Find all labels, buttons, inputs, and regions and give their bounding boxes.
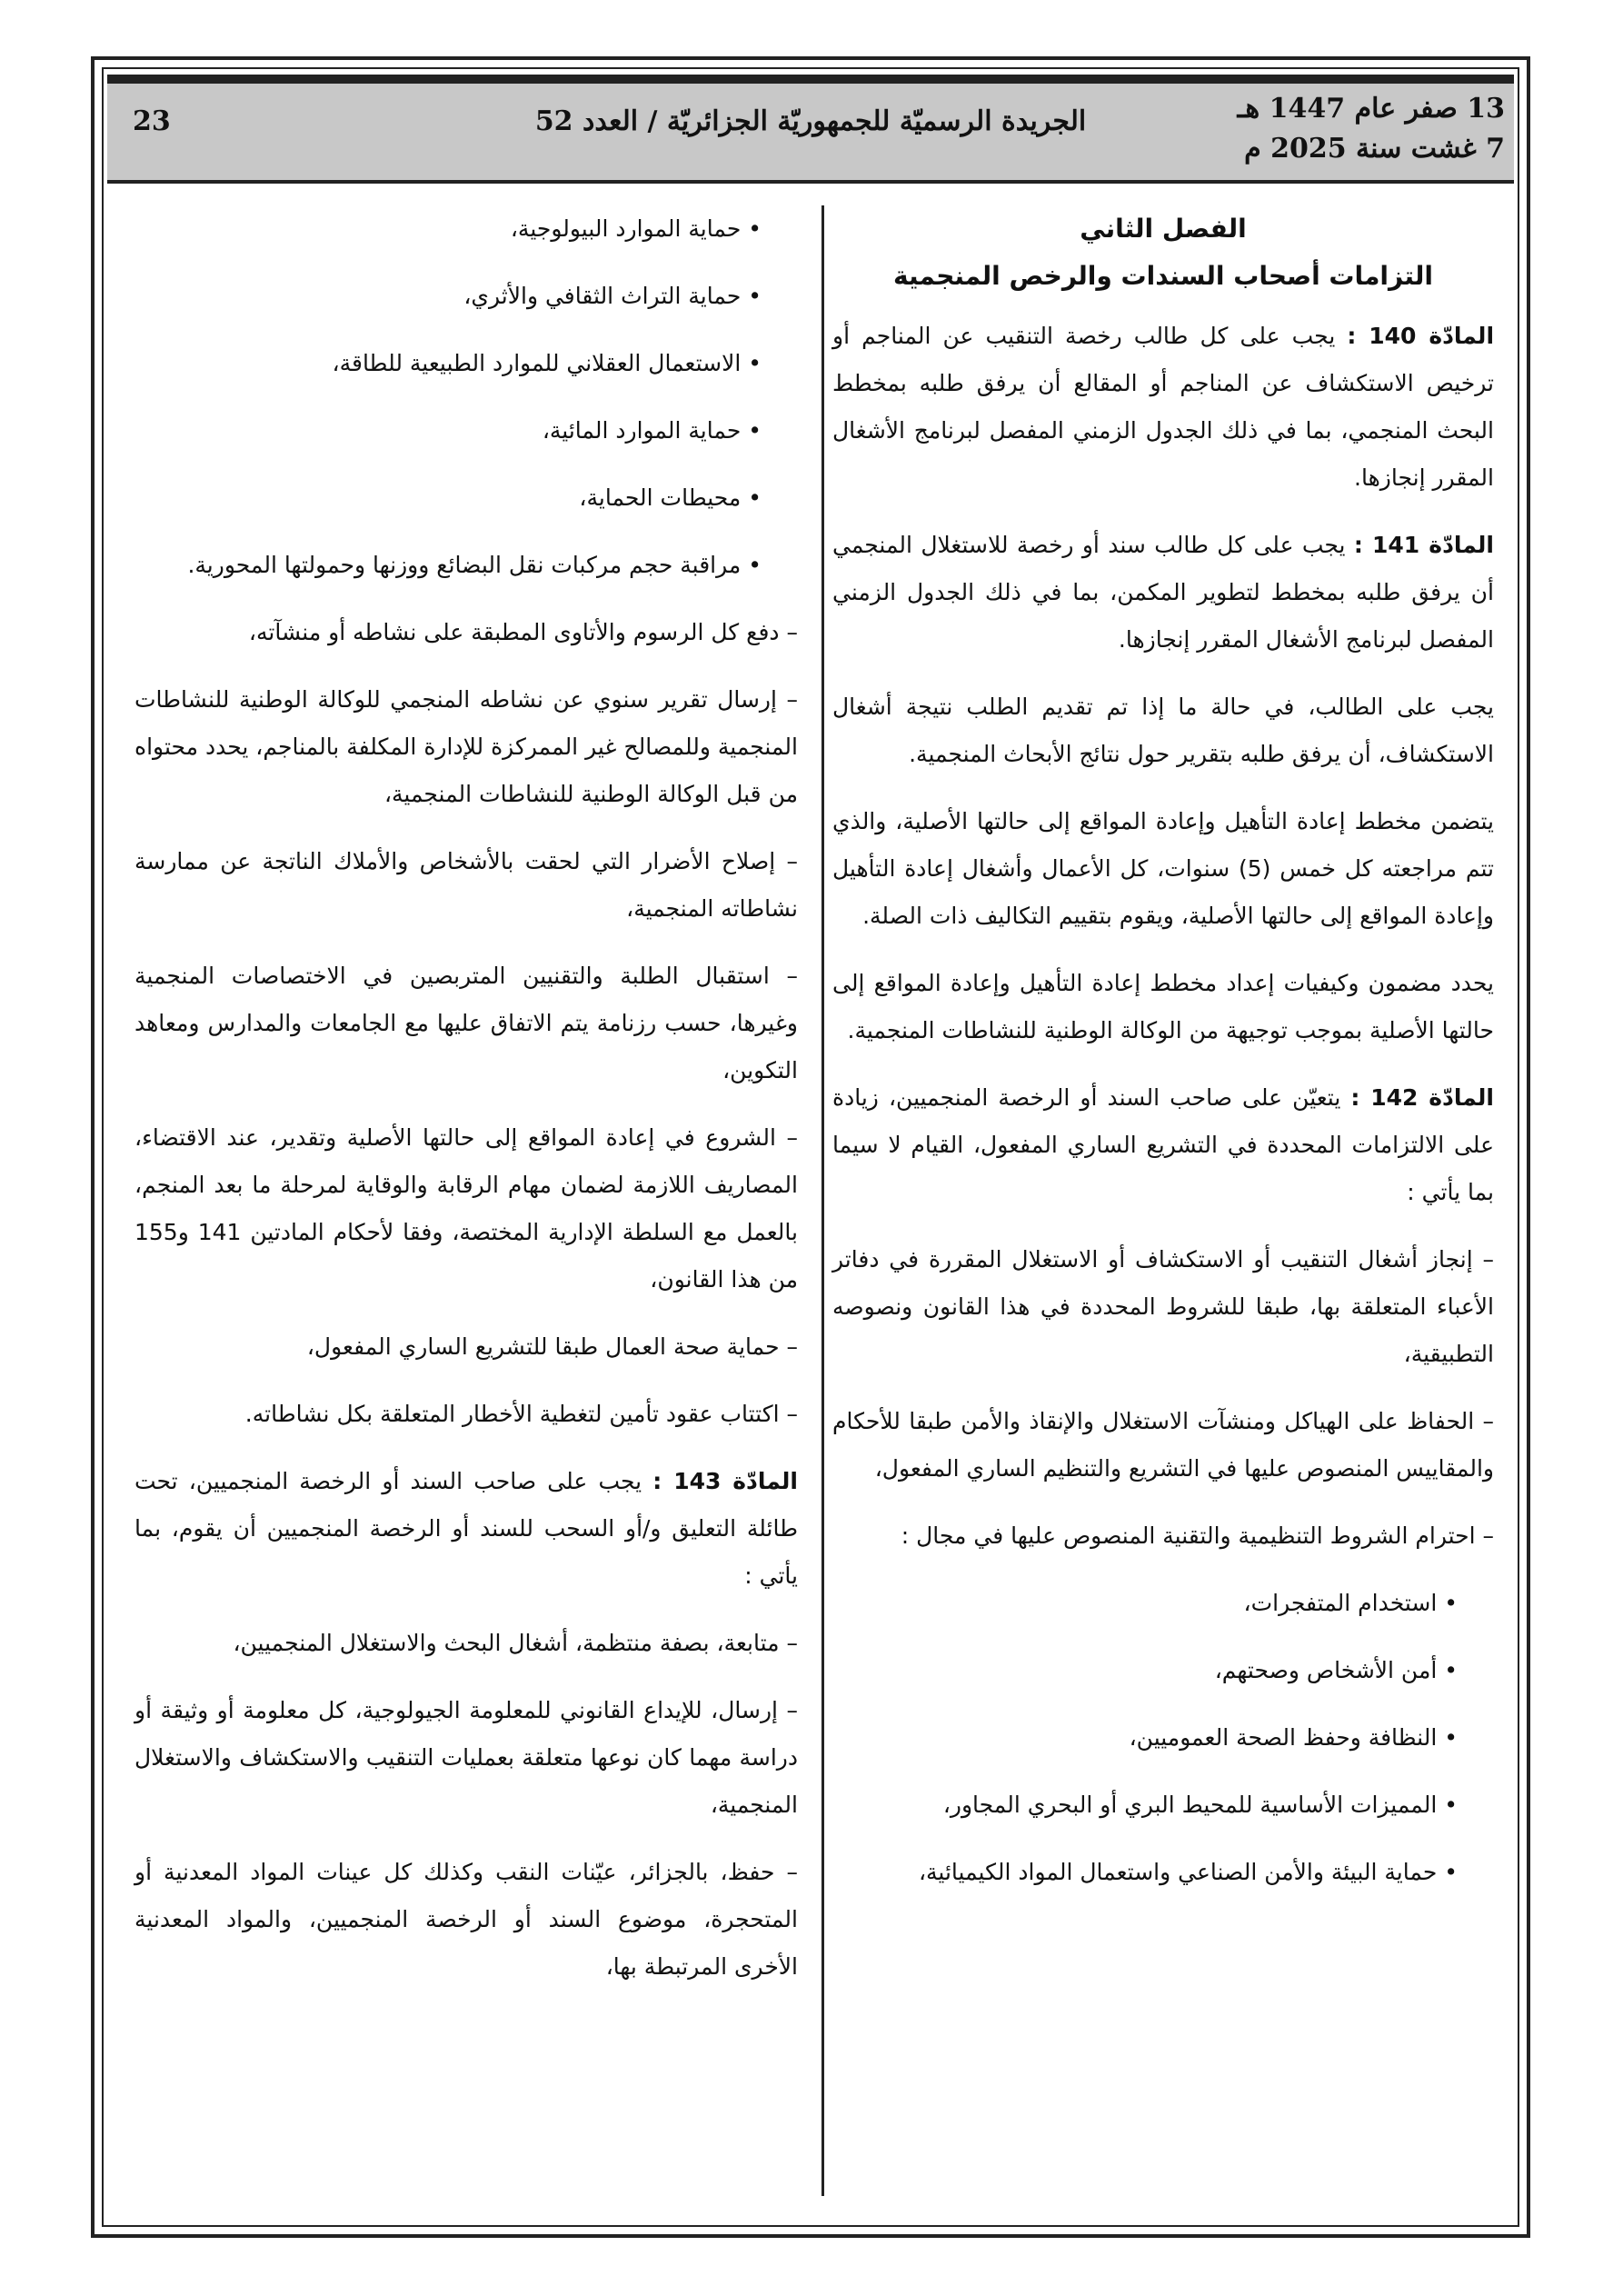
paragraph-text: يجب على كل طالب سند أو رخصة للاستغلال المنجمي أن يرفق طلبه بمخطط لتطوير المكمن، بما في ذلك الجدول الزمني المفصل لبرنامج الأشغال المقرر إنجازها. (832, 532, 1494, 653)
left-column (134, 205, 798, 2011)
paragraph-text: يجب على الطالب، في حالة ما إذا تم تقديم الطلب نتيجة أشغال الاستكشاف، أن يرفق طلبه بتقرير حول نتائج الأبحاث المنجمية. (832, 694, 1494, 767)
article-paragraph (832, 1074, 1494, 1216)
paragraph-text: يتضمن مخطط إعادة التأهيل وإعادة المواقع إلى حالتها الأصلية، والذي تتم مراجعته كل خمس (5) سنوات، كل الأعمال وأشغال إعادة التأهيل وإعادة المواقع إلى حالتها الأصلية، ويقوم بتقييم التكاليف ذات الصلة. (832, 808, 1495, 929)
paragraph (134, 1114, 798, 1303)
article-label: المادّة 142 : (1350, 1084, 1494, 1111)
right-column (832, 205, 1494, 1916)
paragraph (134, 1391, 798, 1438)
paragraph-text: – إرسال تقرير سنوي عن نشاطه المنجمي للوكالة الوطنية للنشاطات المنجمية وللمصالح غير الممركزة للإدارة المكلفة بالمناجم، يحدد محتواه من قبل الوكالة الوطنية للنشاطات المنجمية، (134, 686, 798, 807)
chapter-title: التزامات أصحاب السندات والرخص المنجمية (893, 261, 1433, 291)
article-paragraph (832, 313, 1494, 502)
paragraph-text: – استقبال الطلبة والتقنيين المتربصين في الاختصاصات المنجمية وغيرها، حسب رزنامة يتم الاتفاق عليها مع الجامعات والمدارس ومعاهد التكوين، (134, 963, 798, 1083)
paragraph (134, 1849, 798, 1991)
paragraph-text: يتعيّن على صاحب السند أو الرخصة المنجميين، زيادة على الالتزامات المحددة في التشريع الساري المفعول، القيام لا سيما بما يأتي : (832, 1084, 1494, 1205)
bullet-item: • حماية البيئة والأمن الصناعي واستعمال المواد الكيميائية، (832, 1849, 1494, 1896)
paragraph-text: – الشروع في إعادة المواقع إلى حالتها الأصلية وتقدير، عند الاقتضاء، المصاريف اللازمة لضمان مهام الرقابة والوقاية لمرحلة ما بعد المنجم، بالعمل مع السلطة الإدارية المختصة، وفقا لأحكام المادتين 141 و155 من هذا القانون، (134, 1124, 798, 1293)
paragraph-text: – احترام الشروط التنظيمية والتقنية المنصوص عليها في مجال : (901, 1522, 1494, 1549)
date-hijri: 13 صفر عام 1447 هـ (1237, 93, 1505, 125)
paragraph-text: – إنجاز أشغال التنقيب أو الاستكشاف أو الاستغلال المقررة في دفاتر الأعباء المتعلقة بها، طبقا للشروط المحددة في هذا القانون ونصوصه التطبيقية، (832, 1246, 1494, 1367)
article-label: المادّة 140 : (1347, 323, 1495, 349)
paragraph-text: يحدد مضمون وكيفيات إعداد مخطط إعادة التأهيل وإعادة المواقع إلى حالتها الأصلية بموجب توجيهة من الوكالة الوطنية للنشاطات المنجمية. (832, 970, 1494, 1043)
paragraph-text: يجب على كل طالب رخصة التنقيب عن المناجم أو ترخيص الاستكشاف عن المناجم أو المقالع أن يرفق طلبه بمخطط البحث المنجمي، بما في ذلك الجدول الزمني المفصل لبرنامج الأشغال المقرر إنجازها. (832, 323, 1494, 491)
paragraph-text: – حماية صحة العمال طبقا للتشريع الساري المفعول، (306, 1333, 798, 1360)
bullet-item: • محيطات الحماية، (134, 474, 798, 522)
page-inner-border (102, 67, 1519, 2227)
chapter-heading: الفصل الثاني (1080, 214, 1247, 244)
bullet-item: • حماية الموارد المائية، (134, 407, 798, 454)
paragraph-text: – الحفاظ على الهياكل ومنشآت الاستغلال والإنقاذ والأمن طبقا للأحكام والمقاييس المنصوص عليها في التشريع والتنظيم الساري المفعول، (832, 1408, 1494, 1482)
paragraph-text: يجب على صاحب السند أو الرخصة المنجميين، تحت طائلة التعليق و/أو السحب للسند أو الرخصة المنجميين أن يقوم، بما يأتي : (134, 1468, 798, 1589)
paragraph (134, 609, 798, 656)
paragraph-text: – حفظ، بالجزائر، عيّنات النقب وكذلك كل عينات المواد المعدنية أو المتحجرة، موضوع السند أو الرخصة المنجميين، والمواد المعدنية الأخرى المرتبطة بها، (134, 1859, 798, 1980)
paragraph (134, 676, 798, 818)
page-header (107, 75, 1514, 184)
paragraph (832, 1512, 1494, 1560)
bullet-item: • مراقبة حجم مركبات نقل البضائع ووزنها وحمولتها المحورية. (134, 542, 798, 589)
bullet-item: • أمن الأشخاص وصحتهم، (832, 1647, 1494, 1694)
paragraph-text: – دفع كل الرسوم والأتاوى المطبقة على نشاطه أو منشآته، (248, 619, 798, 645)
article-label: المادّة 143 : (652, 1468, 798, 1494)
paragraph-text: – متابعة، بصفة منتظمة، أشغال البحث والاستغلال المنجميين، (233, 1630, 798, 1656)
bullet-item: • حماية الموارد البيولوجية، (134, 205, 798, 253)
paragraph (832, 960, 1494, 1054)
article-label: المادّة 141 : (1353, 532, 1495, 558)
column-divider (821, 205, 824, 2196)
paragraph (832, 1398, 1494, 1492)
paragraph (134, 1323, 798, 1371)
bullet-item: • حماية التراث الثقافي والأثري، (134, 273, 798, 320)
paragraph (134, 953, 798, 1094)
bullet-item: • استخدام المتفجرات، (832, 1580, 1494, 1627)
page-number: 23 (133, 105, 171, 137)
bullet-item: • الاستعمال العقلاني للموارد الطبيعية للطاقة، (134, 340, 798, 387)
page-frame (91, 56, 1530, 2238)
paragraph (134, 1620, 798, 1667)
paragraph-text: – إرسال، للإيداع القانوني للمعلومة الجيولوجية، كل معلومة أو وثيقة أو دراسة مهما كان نوعها متعلقة بعمليات التنقيب والاستكشاف والاستغلال المنجمية، (134, 1697, 798, 1818)
paragraph (134, 1687, 798, 1829)
paragraph (832, 1236, 1494, 1378)
article-paragraph (832, 522, 1494, 664)
paragraph (134, 838, 798, 933)
paragraph-text: – إصلاح الأضرار التي لحقت بالأشخاص والأملاك الناتجة عن ممارسة نشاطاته المنجمية، (134, 848, 798, 922)
article-paragraph (134, 1458, 798, 1600)
bullet-item: • المميزات الأساسية للمحيط البري أو البحري المجاور، (832, 1782, 1494, 1829)
bullet-item: • النظافة وحفظ الصحة العموميين، (832, 1714, 1494, 1762)
paragraph (832, 798, 1494, 940)
date-gregorian: 7 غشت سنة 2025 م (1244, 133, 1505, 165)
paragraph-text: – اكتتاب عقود تأمين لتغطية الأخطار المتعلقة بكل نشاطاته. (244, 1401, 798, 1427)
paragraph (832, 684, 1494, 778)
gazette-title: الجريدة الرسميّة للجمهوريّة الجزائريّة / العدد 52 (534, 105, 1087, 137)
